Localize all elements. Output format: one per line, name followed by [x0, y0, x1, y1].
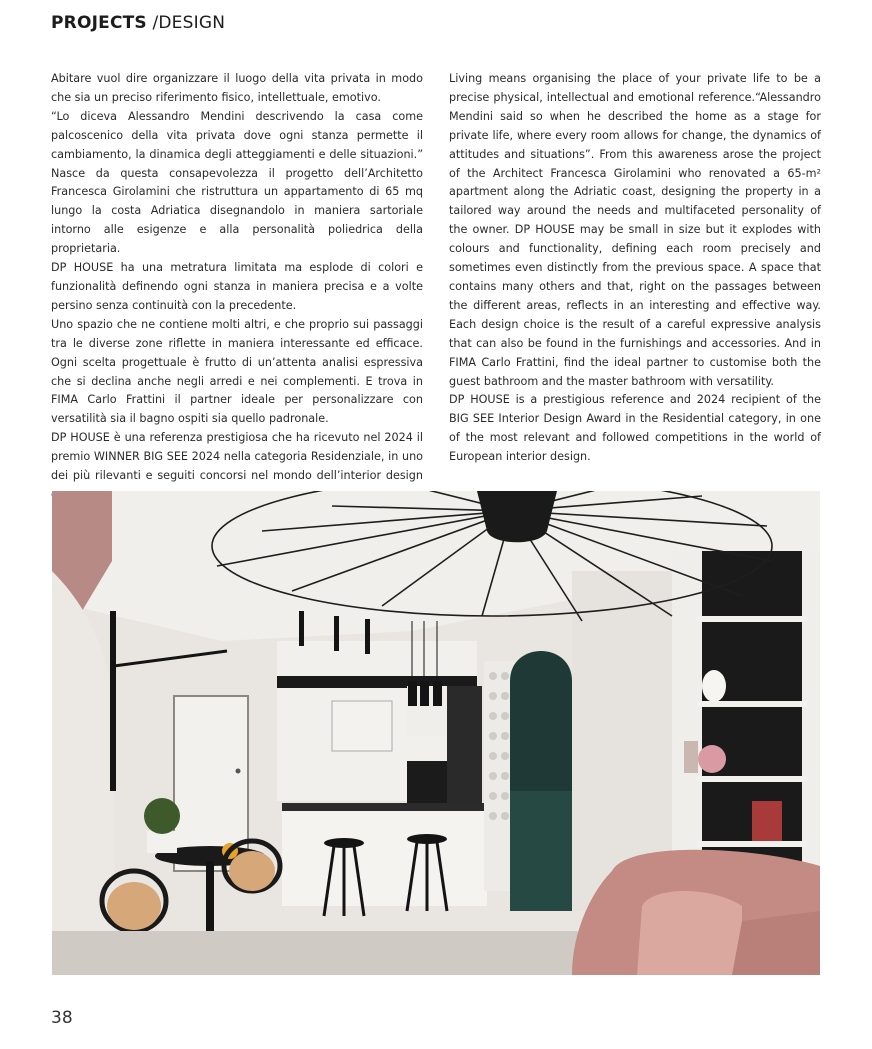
english-paragraph: Living means organising the place of your private life to be a precise physical, intellectual and emotional reference.“Alessandro Mendini said so when he described the home as a stage for private life, where every room allows for change, the dynamics of attitudes and situations”. From this awareness arose the project of the Architect Francesca Girolamini who renovated a 65-m² apartment along the Adriatic coast, designing the property in a tailored way around the needs and multifaceted personality of the owner. DP HOUSE may be small in size but it explodes with colours and functionality, defining each room precisely and sometimes even distinctly from the previous space. A space that contains many others and that, right on the passages between the different areas, reflects in an interesting and effective way. Each design choice is the result of a careful expressive analysis that can also be found in the furnishings and accessories. And in FIMA Carlo Frattini, find the ideal partner to customise both the guest bathroom and the master bathroom with versatility.: [449, 72, 821, 388]
italian-paragraph: “Lo diceva Alessandro Mendini descrivendo la casa come palcoscenico della vita privata dove ogni stanza permette il cambiamento, la dinamica degli atteggiamenti e delle situazioni.” Nasce da questa consapevolezza il progetto dell’Architetto Francesca Girolamini che ristruttura un appartamento di 65 mq lungo la costa Adriatica disegnandolo in maniera sartoriale intorno alle esigenze e alla personalità poliedrica della proprietaria.: [51, 109, 423, 256]
english-text-column: [449, 70, 821, 467]
section-subtitle: /DESIGN: [152, 13, 226, 33]
italian-paragraph: DP HOUSE ha una metratura limitata ma esplode di colori e funzionalità definendo ogni stanza in maniera precisa e a volte persino senza continuità con la precedente.: [51, 261, 423, 312]
section-title: PROJECTS: [51, 13, 147, 33]
italian-paragraph: Abitare vuol dire organizzare il luogo della vita privata in modo che sia un preciso riferimento fisico, intellettuale, emotivo.: [51, 72, 423, 104]
section-header: [51, 13, 225, 33]
italian-paragraph: Uno spazio che ne contiene molti altri, e che proprio sui passaggi tra le diverse zone riflette in maniera interessante ed efficace. Ogni scelta progettuale è frutto di un’attenta analisi espressiva che si declina anche negli arredi e nei complementi. E trova in FIMA Carlo Frattini il partner ideale per personalizzare con versatilità sia il bagno ospiti sia quello padronale.: [51, 317, 423, 426]
english-paragraph: DP HOUSE is a prestigious reference and 2024 recipient of the BIG SEE Interior Design Award in the Residential category, in one of the most relevant and followed competitions in the world of European interior design.: [449, 393, 821, 464]
interior-photo: [52, 491, 820, 975]
page-number: 38: [51, 1008, 73, 1028]
italian-paragraph: DP HOUSE è una referenza prestigiosa che ha ricevuto nel 2024 il premio WINNER BIG SEE 2024 nella categoria Residenziale, in uno dei più rilevanti e seguiti concorsi nel mondo dell’interior design: [51, 431, 423, 483]
italian-text-column: [51, 70, 423, 505]
